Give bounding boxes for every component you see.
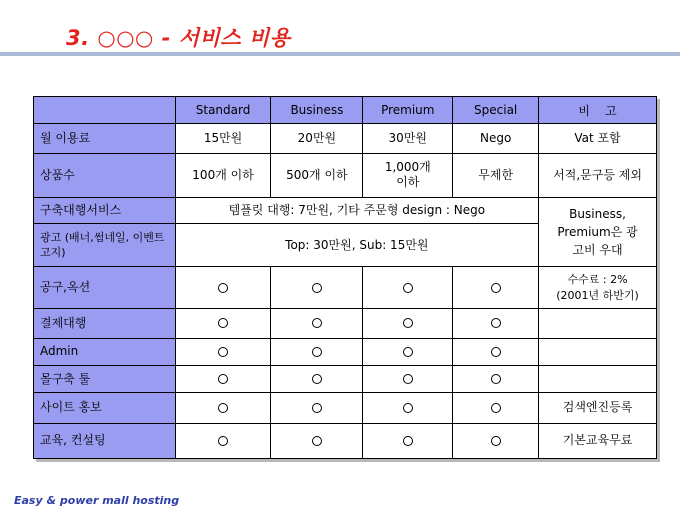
cell-note: [539, 338, 657, 365]
cell-value: Nego: [453, 124, 539, 153]
table-row: [34, 153, 657, 197]
row-label: 결제대행: [34, 309, 176, 338]
circle-mark-icon: [312, 318, 322, 328]
circle-mark-icon: [218, 318, 228, 328]
row-label: 광고 (배너,썸네일, 이벤트 고지): [34, 224, 176, 266]
row-label: 몰구축 툴: [34, 365, 176, 392]
circle-mark-icon: [403, 403, 413, 413]
header-standard: Standard: [175, 97, 271, 124]
cell-mark: [363, 309, 453, 338]
cell-mark: [271, 266, 363, 308]
merged-cell: Top: 30만원, Sub: 15만원: [175, 224, 538, 266]
cell-mark: [175, 338, 271, 365]
cell-mark: [271, 365, 363, 392]
circle-mark-icon: [312, 283, 322, 293]
cell-mark: [271, 423, 363, 458]
cell-mark: [175, 309, 271, 338]
cell-mark: [175, 266, 271, 308]
cell-mark: [453, 338, 539, 365]
cell-value: 500개 이하: [271, 153, 363, 197]
circle-mark-icon: [403, 283, 413, 293]
circle-mark-icon: [403, 347, 413, 357]
circle-mark-icon: [312, 436, 322, 446]
circle-mark-icon: [403, 374, 413, 384]
table-header-row: [34, 97, 657, 124]
cell-mark: [363, 266, 453, 308]
header-premium: Premium: [363, 97, 453, 124]
header-special: Special: [453, 97, 539, 124]
cell-mark: [453, 266, 539, 308]
circle-mark-icon: [218, 347, 228, 357]
cell-mark: [271, 338, 363, 365]
cell-note: Business, Premium은 광고비 우대: [539, 198, 657, 267]
cell-note: 서적,문구등 제외: [539, 153, 657, 197]
table-row: [34, 266, 657, 308]
service-cost-table: [33, 96, 657, 459]
header-note: 비 고: [539, 97, 657, 124]
table-row: [34, 365, 657, 392]
circle-mark-icon: [491, 374, 501, 384]
table-row: [34, 423, 657, 458]
merged-cell: 템플릿 대행: 7만원, 기타 주문형 design : Nego: [175, 198, 538, 224]
cell-value: 30만원: [363, 124, 453, 153]
slide-title: 3. ○○○ - 서비스 비용: [66, 26, 291, 50]
row-label: 월 이용료: [34, 124, 176, 153]
cell-mark: [271, 309, 363, 338]
circle-mark-icon: [312, 403, 322, 413]
row-label: 공구,옥션: [34, 266, 176, 308]
cell-mark: [363, 338, 453, 365]
circle-mark-icon: [491, 283, 501, 293]
footer-tagline: Easy & power mall hosting: [14, 494, 180, 507]
cell-mark: [363, 423, 453, 458]
cell-mark: [363, 393, 453, 423]
cell-mark: [271, 393, 363, 423]
cell-mark: [453, 365, 539, 392]
circle-mark-icon: [218, 403, 228, 413]
cell-note: 검색엔진등록: [539, 393, 657, 423]
circle-mark-icon: [491, 347, 501, 357]
cell-mark: [453, 423, 539, 458]
cell-mark: [175, 393, 271, 423]
cell-mark: [453, 309, 539, 338]
cell-note: Vat 포함: [539, 124, 657, 153]
cell-value: 1,000개 이하: [363, 153, 453, 197]
table-row: [34, 309, 657, 338]
circle-mark-icon: [218, 283, 228, 293]
cell-note: [539, 309, 657, 338]
cell-note: 기본교육무료: [539, 423, 657, 458]
circle-mark-icon: [218, 374, 228, 384]
title-divider: [0, 52, 680, 56]
cell-value: 20만원: [271, 124, 363, 153]
cell-mark: [175, 365, 271, 392]
cell-value: 무제한: [453, 153, 539, 197]
row-label: 사이트 홍보: [34, 393, 176, 423]
table-row: [34, 124, 657, 153]
cell-note: [539, 365, 657, 392]
circle-mark-icon: [312, 347, 322, 357]
table-row: [34, 393, 657, 423]
cell-value: 15만원: [175, 124, 271, 153]
cell-mark: [453, 393, 539, 423]
circle-mark-icon: [403, 318, 413, 328]
cell-mark: [363, 365, 453, 392]
circle-mark-icon: [218, 436, 228, 446]
circle-mark-icon: [491, 403, 501, 413]
row-label: Admin: [34, 338, 176, 365]
header-business: Business: [271, 97, 363, 124]
cell-value: 100개 이하: [175, 153, 271, 197]
cell-mark: [175, 423, 271, 458]
circle-mark-icon: [491, 436, 501, 446]
circle-mark-icon: [403, 436, 413, 446]
table-row: [34, 198, 657, 224]
cell-note: 수수료 : 2% (2001년 하반기): [539, 266, 657, 308]
circle-mark-icon: [312, 374, 322, 384]
row-label: 구축대행서비스: [34, 198, 176, 224]
header-empty: [34, 97, 176, 124]
table-row: [34, 338, 657, 365]
circle-mark-icon: [491, 318, 501, 328]
row-label: 교육, 컨설팅: [34, 423, 176, 458]
row-label: 상품수: [34, 153, 176, 197]
